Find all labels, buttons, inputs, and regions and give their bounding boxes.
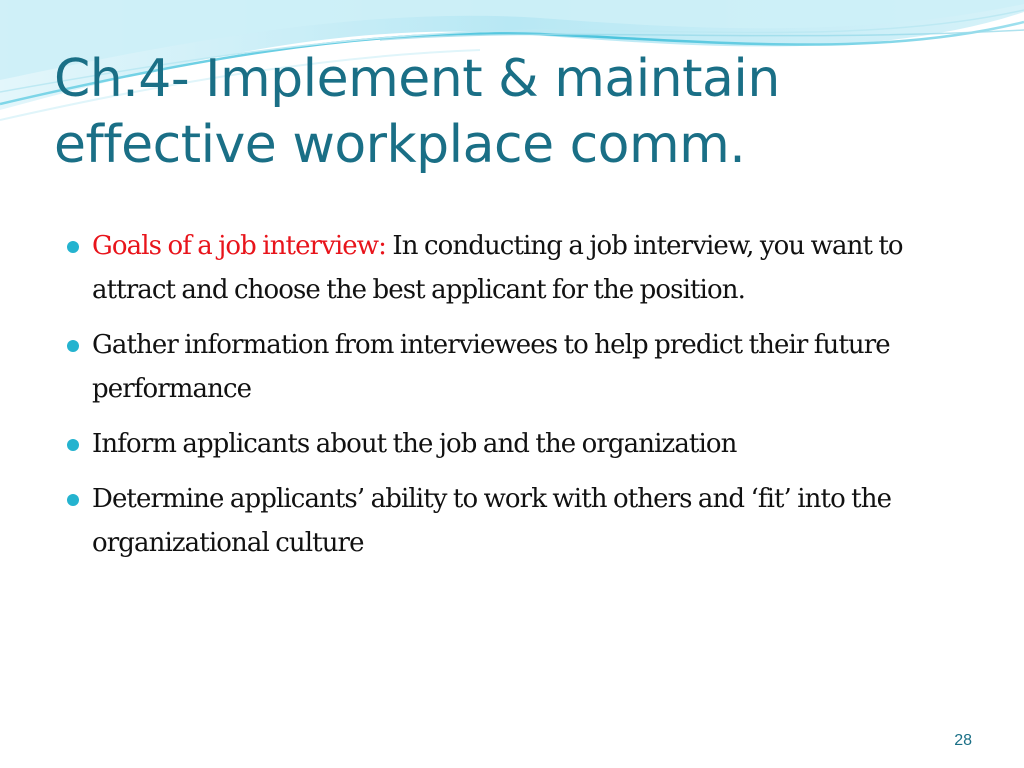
page-number: 28	[954, 732, 972, 749]
bullet-text: In conducting a job interview, you want to attract and choose the best applicant for the position.	[92, 231, 903, 305]
bullet-text: Gather information from interviewees to help predict their future performance	[92, 330, 890, 404]
bullet-item-2	[62, 323, 962, 411]
slide-title	[54, 46, 994, 178]
bullet-item-3	[62, 422, 962, 466]
slide-title-line-2: effective workplace comm.	[54, 115, 746, 175]
bullet-text: Inform applicants about the job and the organization	[92, 429, 737, 459]
bullet-icon	[67, 494, 79, 506]
bullet-icon	[67, 241, 79, 253]
bullet-label: Goals of a job interview:	[92, 231, 387, 261]
bullet-list	[62, 224, 962, 576]
bullet-item-4	[62, 477, 962, 565]
bullet-item-1	[62, 224, 962, 312]
bullet-text: Determine applicants’ ability to work with others and ‘fit’ into the organizational culture	[92, 484, 892, 558]
bullet-icon	[67, 439, 79, 451]
bullet-icon	[67, 340, 79, 352]
slide-title-line-1: Ch.4- Implement & maintain	[54, 49, 780, 109]
